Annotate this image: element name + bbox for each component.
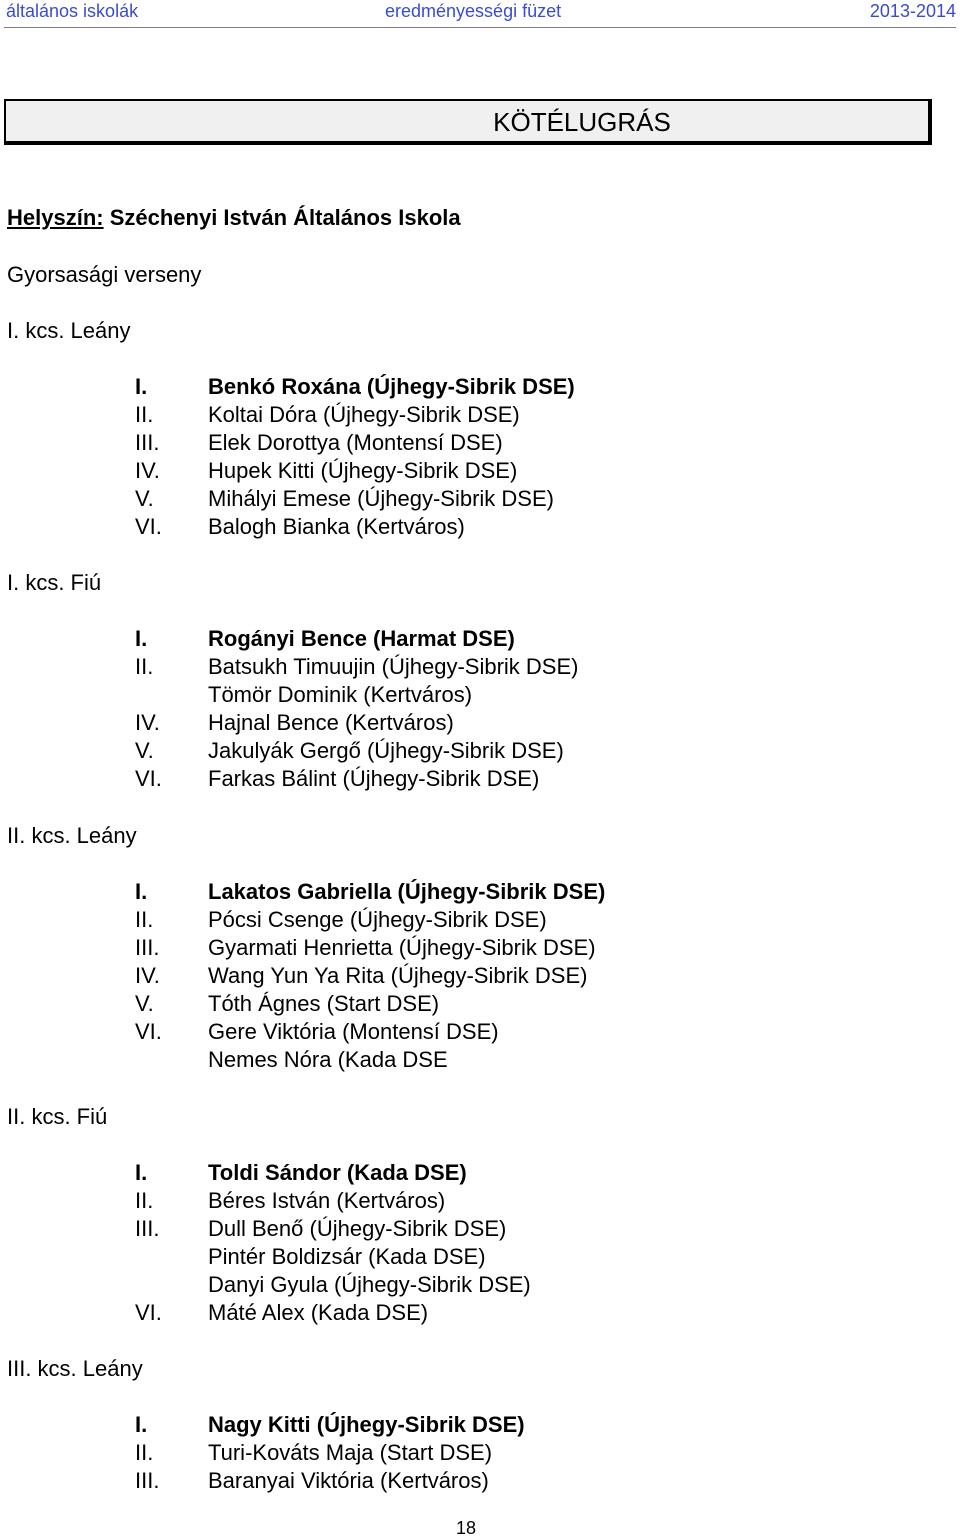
header-right: 2013-2014: [869, 1, 956, 21]
competitor: Rogányi Bence (Harmat DSE): [208, 626, 515, 651]
competitor: Tömör Dominik (Kertváros): [208, 682, 473, 707]
competitor: Elek Dorottya (Montensí DSE): [208, 430, 503, 455]
rank: VI.: [135, 1300, 162, 1325]
competitor: Koltai Dóra (Újhegy-Sibrik DSE): [208, 402, 520, 427]
header-divider: [4, 27, 956, 28]
rank: I.: [135, 1160, 148, 1185]
competitor: Batsukh Timuujin (Újhegy-Sibrik DSE): [208, 654, 579, 679]
page-title: KÖTÉLUGRÁS: [493, 107, 671, 137]
competitor: Mihályi Emese (Újhegy-Sibrik DSE): [208, 486, 554, 511]
rank: I.: [135, 626, 148, 651]
competitor: Wang Yun Ya Rita (Újhegy-Sibrik DSE): [208, 963, 588, 988]
rank: III.: [135, 1468, 160, 1493]
rank: II.: [135, 1188, 154, 1213]
competitor: Balogh Bianka (Kertváros): [208, 514, 465, 539]
title-box: [4, 99, 932, 145]
competitor: Lakatos Gabriella (Újhegy-Sibrik DSE): [208, 879, 606, 904]
competitor: Pintér Boldizsár (Kada DSE): [208, 1244, 486, 1269]
category-heading: II. kcs. Fiú: [7, 1104, 108, 1129]
category-heading: I. kcs. Leány: [7, 318, 131, 343]
event-title: Gyorsasági verseny: [7, 262, 202, 287]
rank: II.: [135, 907, 154, 932]
rank: II.: [135, 402, 154, 427]
competitor: Toldi Sándor (Kada DSE): [208, 1160, 467, 1185]
venue-value: Széchenyi István Általános Iskola: [103, 205, 461, 230]
competitor: Nemes Nóra (Kada DSE: [208, 1047, 448, 1072]
competitor: Dull Benő (Újhegy-Sibrik DSE): [208, 1216, 507, 1241]
competitor: Jakulyák Gergő (Újhegy-Sibrik DSE): [208, 738, 564, 763]
rank: V.: [135, 991, 154, 1016]
page-number: 18: [456, 1518, 477, 1538]
rank: II.: [135, 654, 154, 679]
competitor: Máté Alex (Kada DSE): [208, 1300, 429, 1325]
rank: IV.: [135, 963, 160, 988]
category-heading: I. kcs. Fiú: [7, 570, 102, 595]
category-heading: II. kcs. Leány: [7, 823, 137, 848]
competitor: Baranyai Viktória (Kertváros): [208, 1468, 489, 1493]
venue-label: Helyszín:: [7, 205, 104, 230]
rank: II.: [135, 1440, 154, 1465]
competitor: Béres István (Kertváros): [208, 1188, 446, 1213]
competitor: Danyi Gyula (Újhegy-Sibrik DSE): [208, 1272, 531, 1297]
competitor: Farkas Bálint (Újhegy-Sibrik DSE): [208, 766, 540, 791]
rank: VI.: [135, 1019, 162, 1044]
category-heading: III. kcs. Leány: [7, 1356, 143, 1381]
rank: I.: [135, 1412, 148, 1437]
competitor: Pócsi Csenge (Újhegy-Sibrik DSE): [208, 907, 547, 932]
competitor: Hajnal Bence (Kertváros): [208, 710, 454, 735]
header-center: eredményességi füzet: [385, 1, 562, 21]
rank: III.: [135, 430, 160, 455]
rank: V.: [135, 486, 154, 511]
rank: III.: [135, 1216, 160, 1241]
competitor: Benkó Roxána (Újhegy-Sibrik DSE): [208, 374, 575, 399]
rank: IV.: [135, 710, 160, 735]
header-left: általános iskolák: [6, 1, 139, 21]
venue-line: [7, 204, 461, 232]
rank: III.: [135, 935, 160, 960]
competitor: Tóth Ágnes (Start DSE): [208, 991, 440, 1016]
competitor: Gyarmati Henrietta (Újhegy-Sibrik DSE): [208, 935, 596, 960]
rank: IV.: [135, 458, 160, 483]
competitor: Gere Viktória (Montensí DSE): [208, 1019, 499, 1044]
competitor: Nagy Kitti (Újhegy-Sibrik DSE): [208, 1412, 525, 1437]
page-header: [0, 0, 960, 24]
rank: VI.: [135, 766, 162, 791]
rank: I.: [135, 879, 148, 904]
rank: I.: [135, 374, 148, 399]
competitor: Hupek Kitti (Újhegy-Sibrik DSE): [208, 458, 518, 483]
rank: VI.: [135, 514, 162, 539]
rank: V.: [135, 738, 154, 763]
competitor: Turi-Kováts Maja (Start DSE): [208, 1440, 493, 1465]
